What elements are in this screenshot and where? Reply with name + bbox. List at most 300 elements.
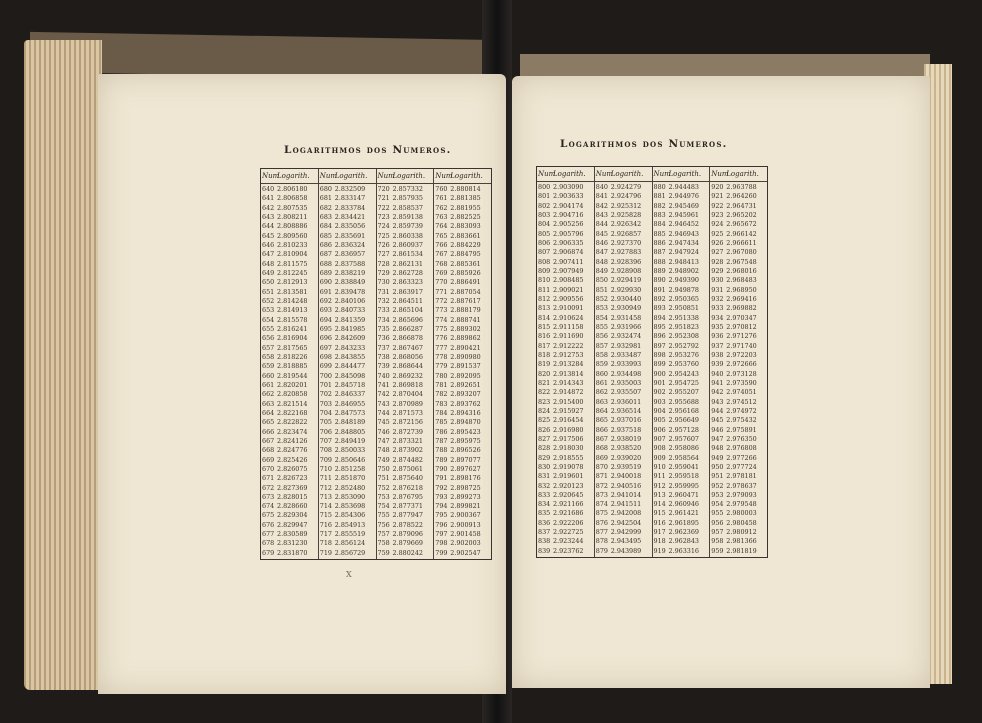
- table-row: [377, 344, 434, 353]
- logarithm-cell: 2.946452: [668, 220, 699, 229]
- number-cell: 738: [377, 352, 390, 361]
- logarithm-cell: 2.828015: [277, 492, 308, 501]
- logarithm-cell: 2.930440: [610, 294, 642, 303]
- logarithm-cell: 2.842609: [334, 334, 366, 343]
- logarithm-cell: 2.954243: [668, 369, 699, 378]
- number-cell: 742: [377, 390, 390, 399]
- table-row: [710, 286, 767, 295]
- number-cell: 767: [435, 250, 448, 259]
- logarithm-cell: 2.824776: [277, 446, 308, 455]
- number-cell: 641: [262, 194, 275, 203]
- logarithm-cell: 2.950365: [668, 294, 699, 303]
- logarithm-cell: 2.944976: [668, 192, 699, 201]
- number-cell: 818: [538, 350, 551, 359]
- table-row: [653, 463, 710, 472]
- table-row: [653, 491, 710, 500]
- table-column: [653, 167, 711, 557]
- table-row: [377, 260, 434, 269]
- table-row: [595, 258, 652, 267]
- number-cell: 892: [653, 294, 666, 303]
- table-row: [595, 528, 652, 537]
- table-row: [377, 297, 434, 306]
- table-row: [261, 260, 318, 269]
- number-cell: 902: [653, 388, 666, 397]
- number-cell: 662: [262, 390, 275, 399]
- number-cell: 653: [262, 306, 275, 315]
- logarithm-cell: 2.937016: [610, 416, 642, 425]
- table-row: [653, 370, 710, 379]
- table-row: [319, 530, 376, 539]
- number-cell: 833: [538, 490, 551, 499]
- number-cell: 886: [653, 238, 666, 247]
- logarithm-cell: 2.865104: [392, 306, 423, 315]
- logarithm-cell: 2.820858: [277, 390, 308, 399]
- logarithm-cell: 2.961895: [668, 518, 699, 527]
- table-row: [434, 409, 491, 418]
- number-cell: 820: [538, 369, 551, 378]
- logarithm-cell: 2.872156: [392, 418, 423, 427]
- table-row: [261, 250, 318, 259]
- logarithm-cell: 2.951338: [668, 313, 699, 322]
- logarithm-cell: 2.931458: [610, 313, 642, 322]
- logarithm-cell: 2.978637: [726, 481, 757, 490]
- table-row: [595, 547, 652, 556]
- table-row: [653, 528, 710, 537]
- number-cell: 777: [435, 343, 448, 352]
- table-row: [434, 502, 491, 511]
- number-cell: 745: [377, 418, 390, 427]
- logarithm-cell: 2.841985: [334, 324, 366, 333]
- table-row: [319, 306, 376, 315]
- number-cell: 876: [595, 518, 608, 527]
- number-cell: 688: [319, 259, 332, 268]
- table-row: [595, 537, 652, 546]
- table-row: [319, 446, 376, 455]
- table-row: [434, 325, 491, 334]
- number-cell: 915: [653, 509, 666, 518]
- number-cell: 872: [595, 481, 608, 490]
- number-cell: 766: [435, 240, 448, 249]
- number-cell: 776: [435, 334, 448, 343]
- num-header: Num: [435, 172, 453, 180]
- table-row: [377, 250, 434, 259]
- table-row: [377, 502, 434, 511]
- table-row: [653, 258, 710, 267]
- table-row: [434, 362, 491, 371]
- number-cell: 803: [538, 210, 551, 219]
- logarithm-cell: 2.953276: [668, 350, 699, 359]
- logarithm-cell: 2.967548: [726, 257, 757, 266]
- logarithm-cell: 2.885926: [450, 268, 481, 277]
- logarithm-cell: 2.971276: [726, 332, 757, 341]
- number-cell: 654: [262, 315, 275, 324]
- logarithm-cell: 2.965202: [726, 210, 757, 219]
- logarithm-cell: 2.938019: [610, 434, 642, 443]
- number-cell: 930: [711, 276, 724, 285]
- logarithm-cell: 2.961421: [668, 509, 699, 518]
- table-row: [434, 437, 491, 446]
- table-row: [377, 409, 434, 418]
- table-row: [537, 276, 594, 285]
- number-cell: 770: [435, 278, 448, 287]
- logarithm-cell: 2.901458: [450, 530, 481, 539]
- logarithm-cell: 2.932981: [610, 341, 642, 350]
- table-row: [377, 381, 434, 390]
- table-row: [537, 211, 594, 220]
- logarithm-cell: 2.874482: [392, 455, 423, 464]
- logarithm-cell: 2.881955: [450, 203, 481, 212]
- table-row: [653, 248, 710, 257]
- table-row: [434, 400, 491, 409]
- table-row: [434, 474, 491, 483]
- number-cell: 935: [711, 322, 724, 331]
- number-cell: 773: [435, 306, 448, 315]
- logarithm-cell: 2.935507: [610, 388, 642, 397]
- number-cell: 911: [653, 472, 666, 481]
- table-row: [653, 509, 710, 518]
- logarithm-cell: 2.896526: [450, 446, 481, 455]
- logarithm-cell: 2.814913: [277, 306, 308, 315]
- table-row: [434, 530, 491, 539]
- logarithm-cell: 2.819544: [277, 371, 308, 380]
- logarithm-cell: 2.813581: [277, 287, 308, 296]
- table-row: [537, 500, 594, 509]
- number-cell: 800: [538, 183, 551, 191]
- table-row: [653, 239, 710, 248]
- table-row: [653, 351, 710, 360]
- table-row: [595, 211, 652, 220]
- number-cell: 917: [653, 528, 666, 537]
- table-row: [319, 390, 376, 399]
- table-row: [261, 353, 318, 362]
- table-row: [710, 435, 767, 444]
- number-cell: 733: [377, 306, 390, 315]
- table-row: [653, 286, 710, 295]
- logarithm-cell: 2.862131: [392, 259, 423, 268]
- logarithm-cell: 2.879096: [392, 530, 423, 539]
- number-cell: 701: [319, 380, 332, 389]
- table-row: [319, 269, 376, 278]
- table-row: [653, 547, 710, 556]
- number-cell: 893: [653, 304, 666, 313]
- logarithm-cell: 2.902003: [450, 539, 481, 548]
- logarithm-header: Logarith.: [610, 170, 644, 178]
- number-cell: 805: [538, 229, 551, 238]
- number-cell: 882: [653, 201, 666, 210]
- logarithm-cell: 2.812245: [277, 268, 308, 277]
- logarithm-cell: 2.849419: [334, 436, 366, 445]
- logarithm-cell: 2.873321: [392, 436, 423, 445]
- number-cell: 661: [262, 380, 275, 389]
- table-row: [710, 295, 767, 304]
- number-cell: 711: [319, 474, 332, 483]
- number-cell: 798: [435, 539, 448, 548]
- table-row: [434, 204, 491, 213]
- number-cell: 865: [595, 416, 608, 425]
- logarithm-cell: 2.917506: [553, 434, 584, 443]
- logarithm-cell: 2.876795: [392, 492, 423, 501]
- number-cell: 809: [538, 266, 551, 275]
- table-row: [377, 334, 434, 343]
- logarithm-cell: 2.952308: [668, 332, 699, 341]
- number-cell: 826: [538, 425, 551, 434]
- logarithm-cell: 2.864511: [392, 296, 423, 305]
- number-cell: 819: [538, 360, 551, 369]
- number-cell: 708: [319, 446, 332, 455]
- logarithm-cell: 2.838219: [334, 268, 366, 277]
- table-row: [710, 314, 767, 323]
- number-cell: 913: [653, 490, 666, 499]
- table-row: [653, 444, 710, 453]
- logarithm-cell: 2.832509: [334, 185, 366, 193]
- number-cell: 784: [435, 408, 448, 417]
- table-row: [261, 362, 318, 371]
- table-row: [710, 407, 767, 416]
- table-row: [319, 194, 376, 203]
- logarithm-cell: 2.846337: [334, 390, 366, 399]
- table-row: [537, 547, 594, 556]
- table-row: [377, 437, 434, 446]
- table-row: [595, 295, 652, 304]
- table-row: [377, 185, 434, 194]
- logarithm-cell: 2.815578: [277, 315, 308, 324]
- number-cell: 931: [711, 285, 724, 294]
- table-column: [261, 169, 319, 559]
- table-row: [537, 342, 594, 351]
- table-row: [537, 202, 594, 211]
- logarithm-cell: 2.883093: [450, 222, 481, 231]
- table-column: [595, 167, 653, 557]
- table-row: [434, 306, 491, 315]
- logarithm-cell: 2.964731: [726, 201, 757, 210]
- table-row: [319, 381, 376, 390]
- table-row: [595, 248, 652, 257]
- logarithm-cell: 2.962369: [668, 528, 699, 537]
- table-row: [434, 213, 491, 222]
- logarithm-cell: 2.822822: [277, 418, 308, 427]
- table-row: [595, 509, 652, 518]
- table-row: [595, 491, 652, 500]
- logarithm-cell: 2.884229: [450, 240, 481, 249]
- number-cell: 860: [595, 369, 608, 378]
- table-row: [537, 239, 594, 248]
- number-cell: 816: [538, 332, 551, 341]
- number-cell: 938: [711, 350, 724, 359]
- table-row: [377, 288, 434, 297]
- table-row: [377, 241, 434, 250]
- number-cell: 695: [319, 324, 332, 333]
- number-cell: 671: [262, 474, 275, 483]
- table-row: [537, 370, 594, 379]
- logarithm-cell: 2.949390: [668, 276, 699, 285]
- table-row: [377, 530, 434, 539]
- logarithm-cell: 2.907949: [553, 266, 584, 275]
- logarithm-cell: 2.838849: [334, 278, 366, 287]
- table-row: [537, 528, 594, 537]
- logarithm-cell: 2.891537: [450, 362, 481, 371]
- num-header: Num: [262, 172, 280, 180]
- number-cell: 821: [538, 378, 551, 387]
- number-cell: 788: [435, 446, 448, 455]
- table-row: [595, 276, 652, 285]
- logarithm-cell: 2.906335: [553, 238, 584, 247]
- logarithm-cell: 2.810904: [277, 250, 308, 259]
- logarithm-cell: 2.831870: [277, 548, 308, 557]
- logarithm-cell: 2.821514: [277, 399, 308, 408]
- number-cell: 881: [653, 192, 666, 201]
- logarithm-cell: 2.968016: [726, 266, 757, 275]
- logarithm-cell: 2.968483: [726, 276, 757, 285]
- table-row: [377, 353, 434, 362]
- signature-mark: X: [346, 570, 352, 579]
- table-row: [319, 372, 376, 381]
- logarithm-header: Logarith.: [450, 172, 483, 180]
- table-row: [261, 204, 318, 213]
- logarithm-cell: 2.851258: [334, 464, 366, 473]
- logarithm-cell: 2.865696: [392, 315, 423, 324]
- number-cell: 955: [711, 509, 724, 518]
- logarithm-cell: 2.958086: [668, 444, 699, 453]
- table-row: [261, 185, 318, 194]
- table-row: [537, 472, 594, 481]
- logarithm-cell: 2.828660: [277, 502, 308, 511]
- number-cell: 721: [377, 194, 390, 203]
- number-cell: 707: [319, 436, 332, 445]
- table-row: [595, 239, 652, 248]
- number-cell: 846: [595, 238, 608, 247]
- number-cell: 756: [377, 520, 390, 529]
- table-row: [434, 334, 491, 343]
- table-row: [434, 222, 491, 231]
- table-row: [653, 220, 710, 229]
- table-row: [261, 372, 318, 381]
- logarithm-cell: 2.939020: [610, 453, 642, 462]
- table-row: [377, 400, 434, 409]
- logarithm-cell: 2.818885: [277, 362, 308, 371]
- table-row: [377, 194, 434, 203]
- number-cell: 790: [435, 464, 448, 473]
- table-row: [319, 316, 376, 325]
- logarithm-cell: 2.806180: [277, 185, 308, 193]
- table-row: [595, 230, 652, 239]
- table-row: [710, 491, 767, 500]
- table-row: [710, 192, 767, 201]
- number-cell: 940: [711, 369, 724, 378]
- table-row: [710, 183, 767, 192]
- number-cell: 959: [711, 546, 724, 555]
- number-cell: 761: [435, 194, 448, 203]
- logarithm-cell: 2.811575: [277, 259, 308, 268]
- number-cell: 682: [319, 203, 332, 212]
- number-cell: 652: [262, 296, 275, 305]
- number-cell: 762: [435, 203, 448, 212]
- table-row: [595, 444, 652, 453]
- logarithm-cell: 2.853698: [334, 502, 366, 511]
- table-row: [319, 260, 376, 269]
- number-cell: 656: [262, 334, 275, 343]
- table-row: [319, 278, 376, 287]
- table-row: [319, 288, 376, 297]
- number-cell: 676: [262, 520, 275, 529]
- logarithm-cell: 2.884795: [450, 250, 481, 259]
- table-row: [434, 232, 491, 241]
- logarithm-cell: 2.955688: [668, 397, 699, 406]
- table-row: [653, 332, 710, 341]
- logarithm-cell: 2.962843: [668, 537, 699, 546]
- logarithm-cell: 2.835056: [334, 222, 366, 231]
- table-row: [537, 444, 594, 453]
- number-cell: 667: [262, 436, 275, 445]
- number-cell: 953: [711, 490, 724, 499]
- num-header: Num: [319, 172, 338, 180]
- logarithm-cell: 2.927883: [610, 248, 642, 257]
- table-row: [653, 537, 710, 546]
- table-row: [434, 194, 491, 203]
- number-cell: 726: [377, 240, 390, 249]
- table-row: [434, 549, 491, 558]
- logarithm-cell: 2.826723: [277, 474, 308, 483]
- number-cell: 844: [595, 220, 608, 229]
- logarithm-cell: 2.840106: [334, 296, 366, 305]
- number-cell: 864: [595, 406, 608, 415]
- number-cell: 712: [319, 483, 332, 492]
- number-cell: 794: [435, 502, 448, 511]
- logarithm-cell: 2.855519: [334, 530, 366, 539]
- logarithm-cell: 2.947924: [668, 248, 699, 257]
- number-cell: 736: [377, 334, 390, 343]
- number-cell: 866: [595, 425, 608, 434]
- logarithm-cell: 2.919078: [553, 462, 584, 471]
- table-row: [319, 418, 376, 427]
- logarithm-cell: 2.856729: [334, 548, 366, 557]
- logarithm-cell: 2.878522: [392, 520, 423, 529]
- logarithm-cell: 2.827369: [277, 483, 308, 492]
- logarithm-cell: 2.913814: [553, 369, 584, 378]
- logarithm-cell: 2.895975: [450, 436, 481, 445]
- logarithm-cell: 2.924279: [610, 183, 642, 191]
- logarithm-cell: 2.907411: [553, 257, 584, 266]
- logarithm-header: Logarith.: [334, 172, 368, 180]
- number-cell: 647: [262, 250, 275, 259]
- number-cell: 941: [711, 378, 724, 387]
- table-row: [434, 288, 491, 297]
- logarithm-cell: 2.837588: [334, 259, 366, 268]
- logarithm-cell: 2.946943: [668, 229, 699, 238]
- logarithm-cell: 2.862728: [392, 268, 423, 277]
- table-row: [710, 258, 767, 267]
- table-row: [377, 325, 434, 334]
- number-cell: 914: [653, 500, 666, 509]
- logarithm-cell: 2.903633: [553, 192, 584, 201]
- logarithm-cell: 2.879669: [392, 539, 423, 548]
- number-cell: 904: [653, 406, 666, 415]
- table-row: [261, 502, 318, 511]
- number-cell: 783: [435, 399, 448, 408]
- table-row: [595, 183, 652, 192]
- logarithm-cell: 2.910624: [553, 313, 584, 322]
- table-row: [377, 372, 434, 381]
- number-cell: 678: [262, 539, 275, 548]
- number-cell: 759: [377, 548, 390, 557]
- table-row: [653, 379, 710, 388]
- logarithm-cell: 2.808886: [277, 222, 308, 231]
- table-row: [595, 286, 652, 295]
- number-cell: 905: [653, 416, 666, 425]
- logarithm-table: [260, 168, 492, 560]
- table-row: [595, 472, 652, 481]
- logarithm-cell: 2.948902: [668, 266, 699, 275]
- number-cell: 728: [377, 259, 390, 268]
